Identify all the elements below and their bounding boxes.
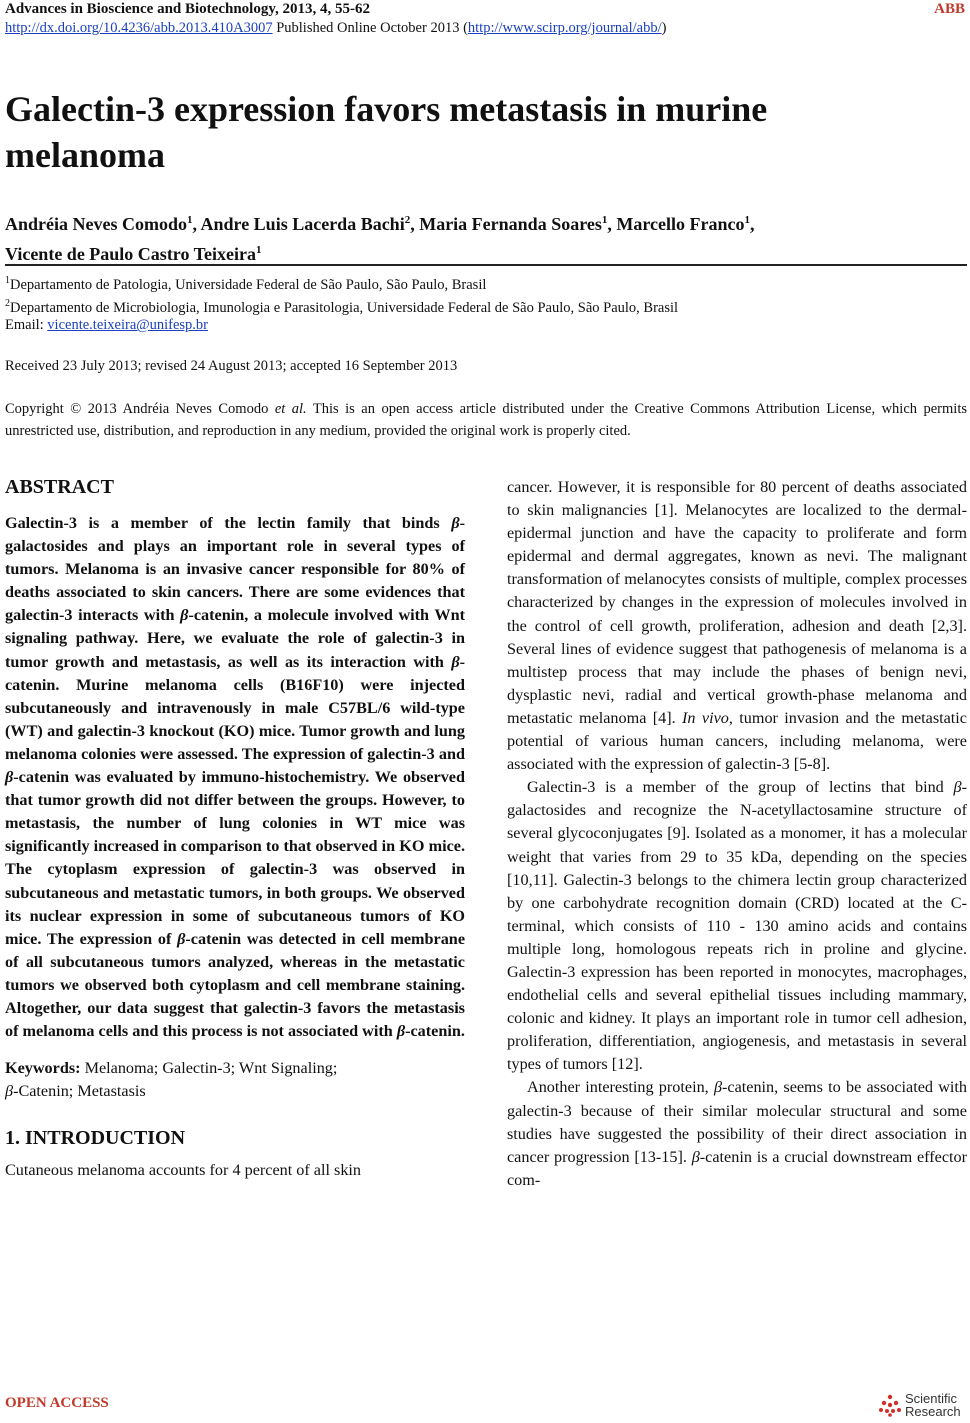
in-vivo: In vivo <box>682 708 729 727</box>
abstract-text: Galectin-3 is a member of the lectin family that binds <box>5 514 452 532</box>
abstract-text: -galactosides and plays an important role in several types of tumors. Melanoma is an invasive cancer responsible for 80% of deaths associated to skin cancers. There are some evidences that galectin-3 interacts with <box>5 514 465 625</box>
journal-link[interactable]: http://www.scirp.org/journal/abb/ <box>467 20 662 36</box>
beta-symbol: β <box>180 606 189 625</box>
abstract-body <box>5 512 465 1043</box>
abstract-text: -catenin. <box>405 1022 465 1041</box>
affiliation-mark: 1 <box>744 214 750 226</box>
logo-line: Scientific <box>905 1391 958 1406</box>
journal-citation: Advances in Bioscience and Biotechnology, 2013, 4, 55-62 <box>5 1 371 17</box>
beta-symbol: β <box>691 1147 700 1166</box>
body-paragraph <box>507 1076 967 1191</box>
journal-abbreviation: ABB <box>934 1 965 17</box>
abstract-text: -catenin was evaluated by immuno-histochemistry. We observed that tumor growth did not differ between the groups. However, to metastasis, the number of lung colonies in WT mice was significantly increased in comparison to that observed in KO mice. The cytoplasm expression of galectin-3 was observed in subcutaneous and metastatic tumors, in both groups. We observed its nuclear expression in some of subcutaneous tumors of KO mice. The expression of <box>5 768 465 948</box>
title-divider <box>5 264 967 266</box>
affiliation-text: Departamento de Patologia, Universidade Federal de São Paulo, São Paulo, Brasil <box>10 276 487 293</box>
abstract-text: -catenin. Murine melanoma cells (B16F10) were injected subcutaneously and intravenously in male C57BL/6 wild-type (WT) and galectin-3 knockout (KO) mice. Tumor growth and lung melanoma colonies were assessed. The expression of galectin-3 and <box>5 652 465 763</box>
received-dates: Received 23 July 2013; revised 24 August 2013; accepted 16 September 2013 <box>5 358 458 374</box>
affiliation-mark: 2 <box>5 298 10 309</box>
introduction-heading: 1. INTRODUCTION <box>5 1127 186 1150</box>
abstract-text: -catenin was detected in cell membrane of all subcutaneous tumors analyzed, whereas in the metastatic tumors we observed both cytoplasm and cell membrane staining. Altogether, our data suggest that galectin-3 favors the metastasis of melanoma cells and this process is not associated with <box>5 929 465 1041</box>
logo-line: Research <box>905 1404 961 1419</box>
copyright-text: Copyright © 2013 Andréia Neves Comodo <box>5 401 275 417</box>
published-text: Published Online October 2013 ( <box>272 20 468 36</box>
paragraph-text: -catenin, seems to be associated with galectin-3 because of their similar molecular structural and some studies have suggested the possibility of their direct association in cancer progression [13-15]. <box>507 1078 967 1166</box>
beta-symbol: β <box>5 1082 14 1101</box>
right-column <box>507 476 967 1192</box>
left-column <box>5 474 465 1182</box>
email-label: Email: <box>5 317 48 333</box>
body-paragraph <box>507 476 967 776</box>
beta-symbol: β <box>451 652 460 671</box>
beta-symbol: β <box>713 1078 722 1097</box>
open-access-label: OPEN ACCESS <box>5 1395 109 1411</box>
publisher-logo-icon <box>878 1393 902 1417</box>
copyright-notice <box>5 398 967 442</box>
abstract-heading: ABSTRACT <box>5 476 114 498</box>
publisher-logo-text <box>905 1392 961 1418</box>
introduction-paragraph: Cutaneous melanoma accounts for 4 percent of all skin <box>5 1161 362 1180</box>
author-separator: , <box>749 214 755 234</box>
affiliation-text: Departamento de Microbiologia, Imunologia e Parasitologia, Universidade Federal de São Paulo, São Paulo, Brasil <box>10 299 679 316</box>
beta-symbol: β <box>396 1022 406 1041</box>
affiliation-mark: 1 <box>5 275 10 286</box>
body-paragraph <box>507 776 967 1076</box>
affiliation-mark: 2 <box>404 214 411 226</box>
doi-link[interactable]: http://dx.doi.org/10.4236/abb.2013.410A3007 <box>5 20 273 36</box>
beta-symbol: β <box>953 778 962 797</box>
paragraph-text: -catenin is a crucial downstream effector com- <box>507 1147 967 1189</box>
author-name: Vicente de Paulo Castro Teixeira <box>5 244 256 264</box>
publisher-logo <box>878 1388 968 1422</box>
paper-title: Galectin-3 expression favors metastasis in murine melanoma <box>5 89 768 175</box>
license-text: This is an open access article distributed under the Creative Commons Attribution License, which permits unrestricted use, distribution, and reproduction in any medium, provided the original work is properly cited. <box>5 401 967 439</box>
keywords-text: -Catenin; Metastasis <box>13 1082 146 1101</box>
et-al: et al. <box>274 401 307 417</box>
header-links-line <box>5 19 965 37</box>
closing-paren: ) <box>661 20 667 36</box>
email-line <box>5 316 965 335</box>
author-name: , Andre Luis Lacerda Bachi <box>192 214 405 234</box>
page-header <box>5 0 965 37</box>
affiliation-mark: 1 <box>255 244 262 256</box>
beta-symbol: β <box>5 768 14 787</box>
paragraph-text: Galectin-3 is a member of the group of lectins that bind <box>527 778 954 797</box>
beta-symbol: β <box>451 514 460 532</box>
author-name: , Marcello Franco <box>607 214 745 234</box>
affiliation-1 <box>5 271 965 295</box>
beta-symbol: β <box>177 929 186 948</box>
keywords-label: Keywords: <box>5 1059 81 1078</box>
paragraph-text: cancer. However, it is responsible for 80 percent of deaths associated to skin malignancies [1]. Melanocytes are localized to the dermal-epidermal junction and have the capacity to proliferate and form epidermal and dermal aggregates, known as nevi. The malignant transformation of melanocytes consists of multiple, complex processes characterized by changes in the expression of molecules involved in the control of cell growth, proliferation, adhesion and death [2,3]. Several lines of evidence suggest that pathogenesis of melanoma is a multistep process that may include the phases of benign nevi, dysplastic nevi, radial and vertical growth-phase melanoma and metastatic melanoma [4]. <box>507 478 967 727</box>
affiliation-2 <box>5 294 965 318</box>
keywords-text: Melanoma; Galectin-3; Wnt Signaling; <box>80 1059 338 1078</box>
paragraph-text: , tumor invasion and the metastatic potential of various human cancers, including melanoma, were associated with the expression of galectin-3 [5-8]. <box>507 708 967 774</box>
abstract-text: -catenin, a molecule involved with Wnt signaling pathway. Here, we evaluate the role of galectin-3 in tumor growth and metastasis, as well as its interaction with <box>5 606 465 671</box>
keywords <box>5 1057 465 1103</box>
author-name: Andréia Neves Comodo <box>5 214 187 234</box>
affiliation-mark: 1 <box>187 214 193 226</box>
email-link[interactable]: vicente.teixeira@unifesp.br <box>47 317 209 333</box>
author-list <box>5 207 965 267</box>
paragraph-text: -galactosides and recognize the N-acetyllactosamine structure of several glycoconjugates [9]. Isolated as a monomer, it has a molecular weight that varies from 29 to 35 kDa, depending on the species [10,11]. Galectin-3 belongs to the chimera lectin group characterized by one carbohydrate recognition domain (CRD) located at the C-terminal, which consists of 110 - 130 amino acids and contains multiple long, homologous repeats rich in proline and glycine. Galectin-3 expression has been reported in monocytes, macrophages, endothelial cells and several epithelial tissues including mammary, colonic and kidney. It plays an important role in tumor cell adhesion, proliferation, differentiation, angiogenesis, and metastasis in several types of tumors [12]. <box>507 778 967 1074</box>
paragraph-text: Another interesting protein, <box>527 1078 714 1097</box>
affiliation-mark: 1 <box>601 214 608 226</box>
author-name: , Maria Fernanda Soares <box>410 214 602 234</box>
